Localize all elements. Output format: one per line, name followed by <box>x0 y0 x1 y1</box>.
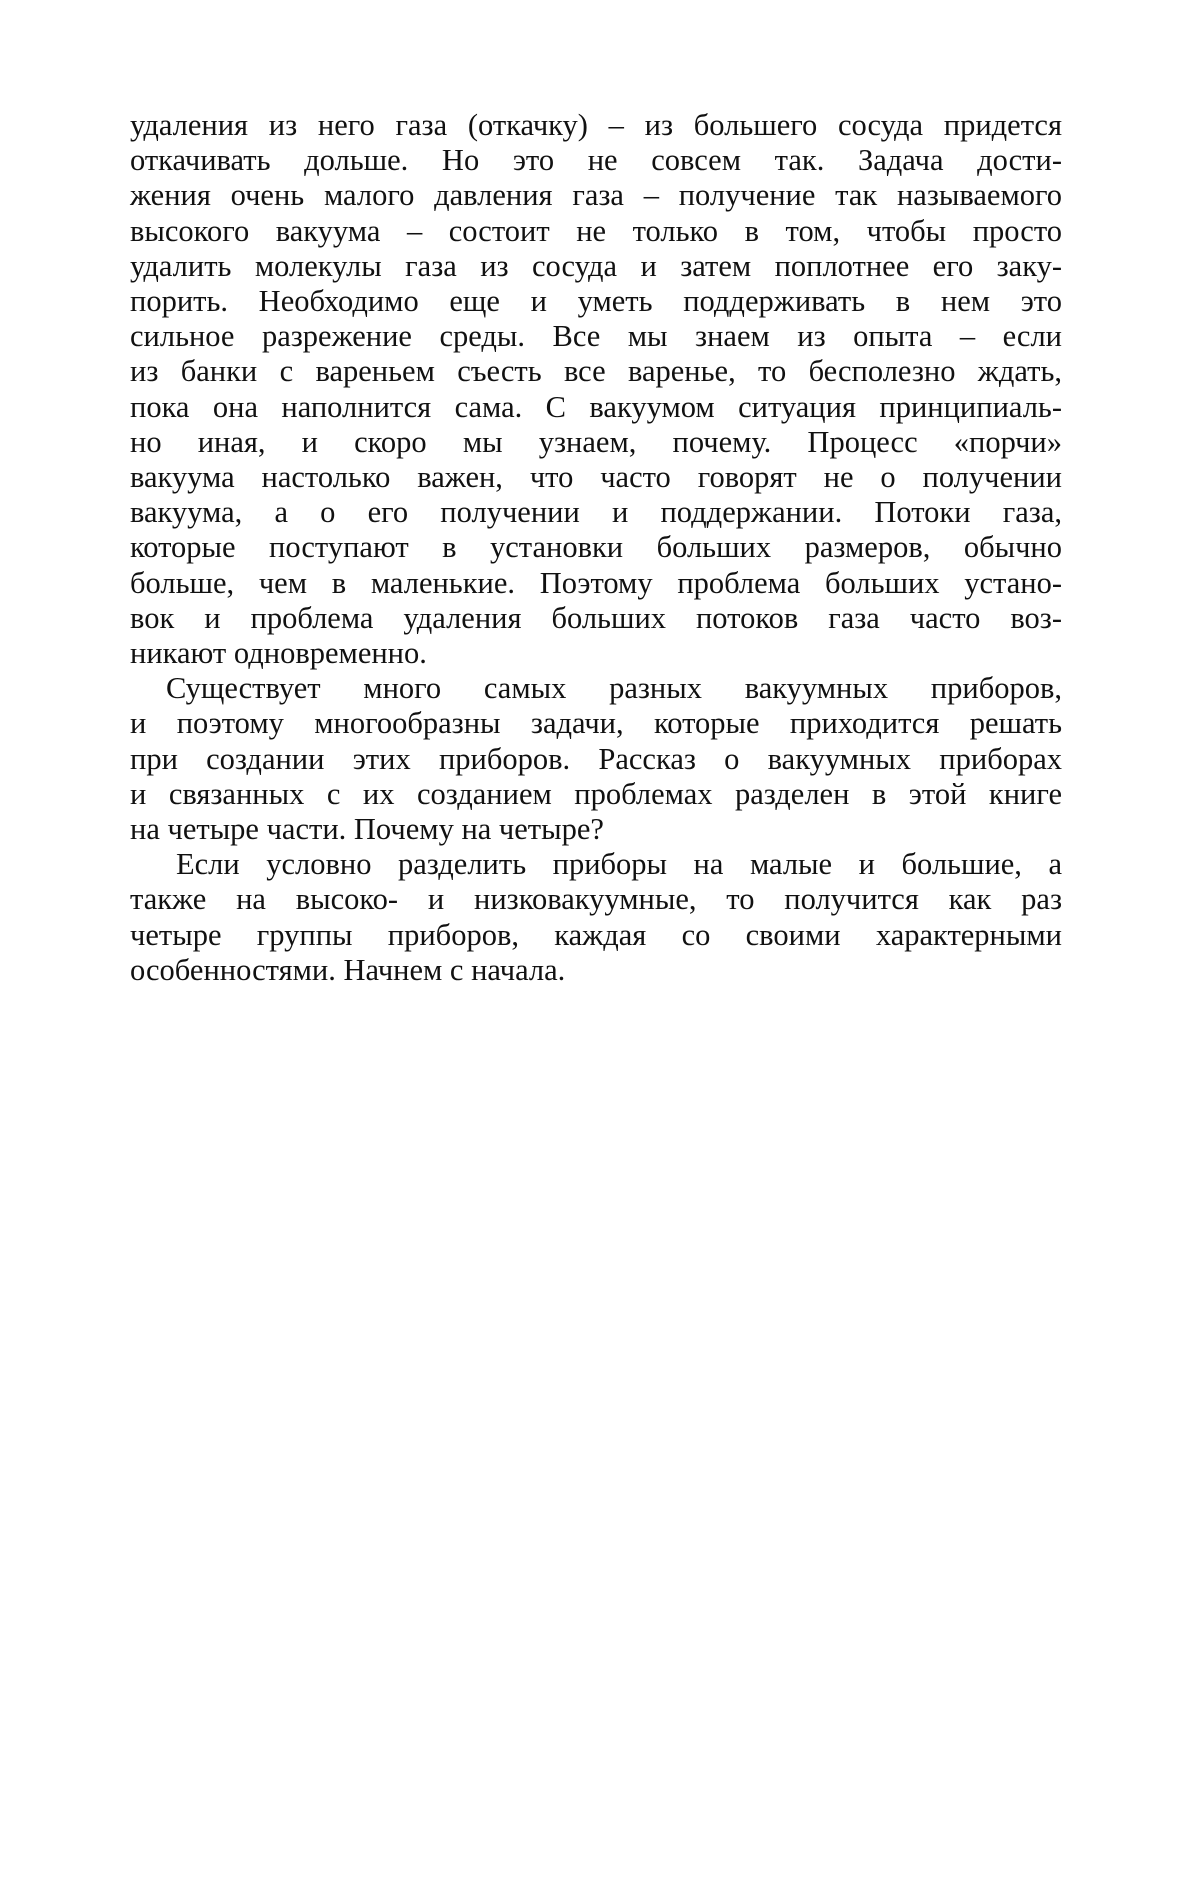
text-line: вок и проблема удаления больших потоков газа часто воз- <box>130 600 1062 635</box>
text-line: порить. Необходимо еще и уметь поддерживать в нем это <box>130 284 1062 319</box>
paragraph-3 <box>130 847 1062 988</box>
text-line: которые поступают в установки больших размеров, обычно <box>130 530 1062 565</box>
text-line: особенностями. Начнем с начала. <box>130 952 566 987</box>
text-line: и поэтому многообразны задачи, которые приходится решать <box>130 706 1062 741</box>
text-line: Существует много самых разных вакуумных приборов, <box>166 671 1062 706</box>
text-line: также на высоко- и низковакуумные, то получится как раз <box>130 882 1062 917</box>
text-line: никают одновременно. <box>130 636 427 671</box>
text-line: Если условно разделить приборы на малые и большие, а <box>176 847 1062 882</box>
text-line: из банки с вареньем съесть все варенье, то бесполезно ждать, <box>130 354 1062 389</box>
text-line: вакуума, а о его получении и поддержании. Потоки газа, <box>130 495 1062 530</box>
body-text <box>130 108 1062 988</box>
text-line: четыре группы приборов, каждая со своими характерными <box>130 917 1062 952</box>
text-line: сильное разрежение среды. Все мы знаем из опыта – если <box>130 319 1062 354</box>
text-line: пока она наполнится сама. С вакуумом ситуация принципиаль- <box>130 389 1062 424</box>
paragraph-1 <box>130 108 1062 671</box>
text-line: удалить молекулы газа из сосуда и затем поплотнее его заку- <box>130 248 1062 283</box>
text-line: при создании этих приборов. Рассказ о вакуумных приборах <box>130 741 1062 776</box>
text-line: на четыре части. Почему на четыре? <box>130 812 604 847</box>
text-line: жения очень малого давления газа – получение так называемого <box>130 178 1062 213</box>
text-line: больше, чем в маленькие. Поэтому проблема больших устано- <box>130 565 1062 600</box>
text-line: вакуума настолько важен, что часто говорят не о получении <box>130 460 1062 495</box>
text-line: но иная, и скоро мы узнаем, почему. Процесс «порчи» <box>130 424 1062 459</box>
text-line: и связанных с их созданием проблемах разделен в этой книге <box>130 776 1062 811</box>
text-line: удаления из него газа (откачку) – из большего сосуда придется <box>130 108 1062 142</box>
text-line: высокого вакуума – состоит не только в том, чтобы просто <box>130 213 1062 248</box>
text-line: откачивать дольше. Но это не совсем так. Задача дости- <box>130 143 1062 178</box>
paragraph-2 <box>130 671 1062 847</box>
